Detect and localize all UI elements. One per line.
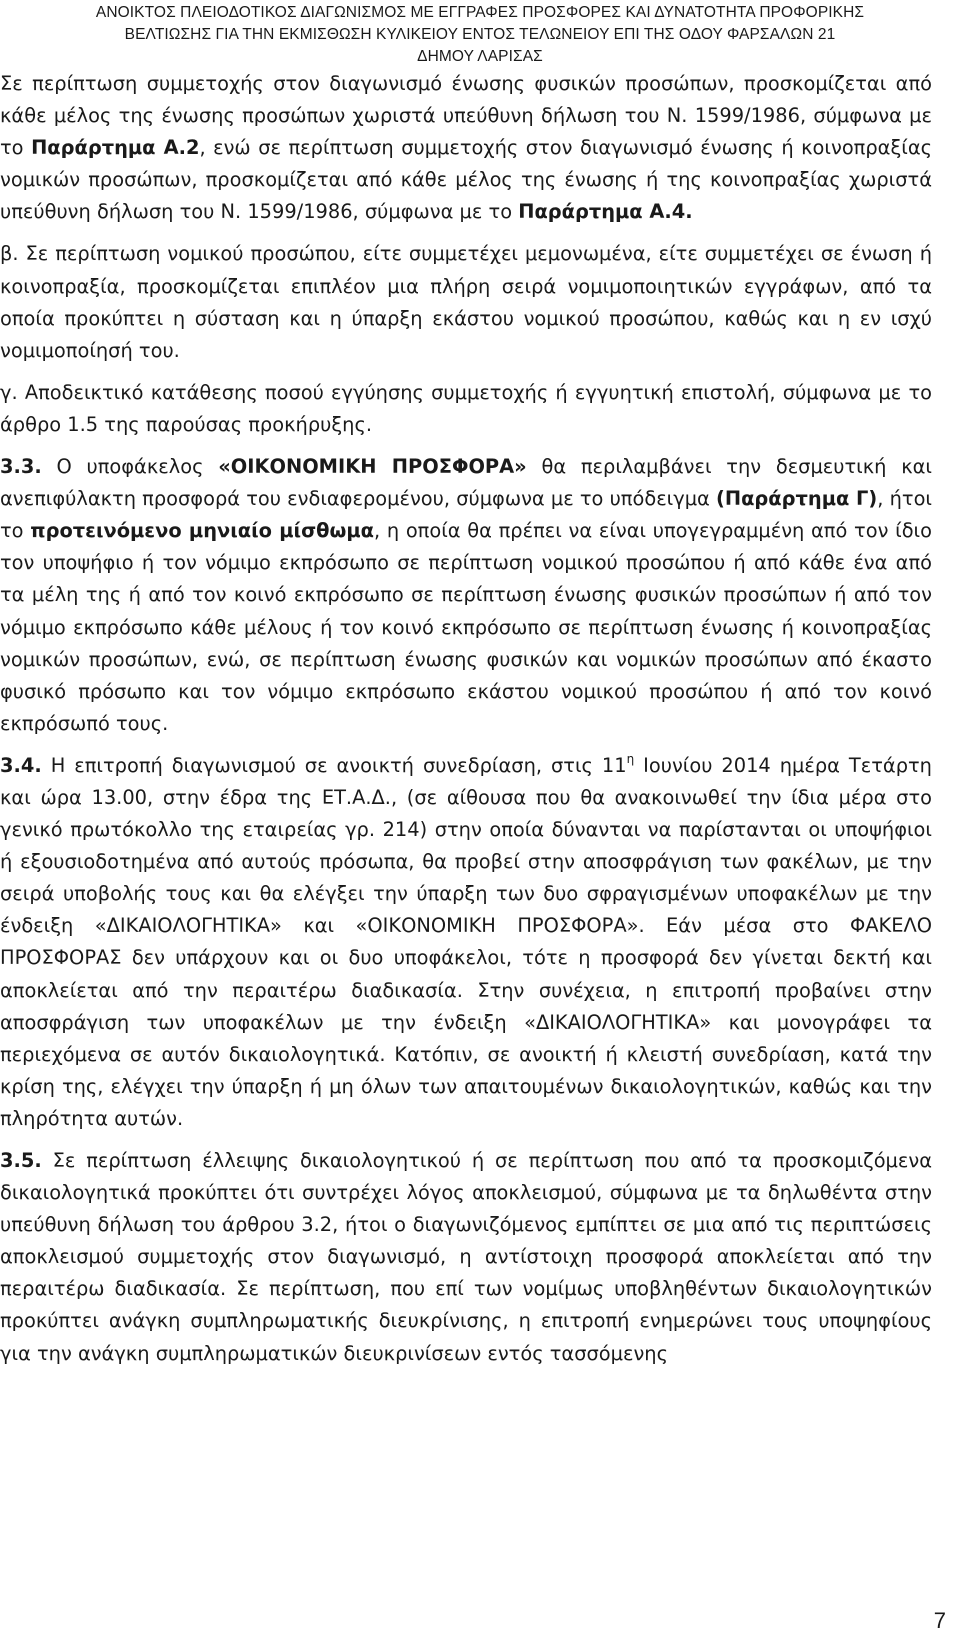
text-run: Σε περίπτωση έλλειψης δικαιολογητικού ή σε περίπτωση που από τα προσκομιζόμενα δικαιολογητικά προκύπτει ότι συντρέχει λόγος αποκλεισμού, σύμφωνα με τα δηλωθέντα στην υπεύθυνη δήλωση του άρθρου 3.2, ήτοι ο διαγωνιζόμενος εμπίπτει σε μια από τις περιπτώσεις αποκλεισμού συμμετοχής στον διαγωνισμό, η αντίστοιχη προσφορά αποκλείεται από την περαιτέρω διαδικασία. Σε περίπτωση, που επί των νομίμως υποβληθέντων δικαιολογητικών προκύπτει ανάγκη συμπληρωματικής διευκρίνισης, η επιτροπή ενημερώνει τους υποψηφίους για την ανάγκη συμπληρωματικών διευκρινίσεων εντός τασσόμενης <box>0 1149 932 1365</box>
section-number: 3.4. <box>0 753 42 777</box>
annex-a2-ref: Παράρτημα Α.2 <box>31 136 200 160</box>
paragraph-gamma-guarantee: γ. Αποδεικτικό κατάθεσης ποσού εγγύησης συμμετοχής ή εγγυητική επιστολή, σύμφωνα με το άρθρο 1.5 της παρούσας προκήρυξης. <box>0 380 932 436</box>
paragraph-section-3-5 <box>0 1145 932 1370</box>
text-run: Ιουνίου 2014 ημέρα Τετάρτη και ώρα 13.00, στην έδρα της ΕΤ.Α.Δ., (σε αίθουσα που θα ανακοινωθεί την ίδια μέρα στο γενικό πρωτόκολλο της εταιρείας γρ. 214) στην οποία δύνανται να παρίστανται οι υποψήφιοι ή εξουσιοδοτημένα από αυτούς πρόσωπα, θα προβεί στην αποσφράγιση των φακέλων, με την σειρά υποβολής τους και θα ελέγξει την ύπαρξη των δυο σφραγισμένων υποφακέλων με την ένδειξη «ΔΙΚΑΙΟΛΟΓΗΤΙΚΑ» και «ΟΙΚΟΝΟΜΙΚΗ ΠΡΟΣΦΟΡΑ». Εάν μέσα στο ΦΑΚΕΛΟ ΠΡΟΣΦΟΡΑΣ δεν υπάρχουν και οι δυο υποφάκελοι, τότε η προσφορά δεν γίνεται δεκτή και αποκλείεται από την περαιτέρω διαδικασία. Στην συνέχεια, η επιτροπή προβαίνει στην αποσφράγιση των υποφακέλων με την ένδειξη «ΔΙΚΑΙΟΛΟΓΗΤΙΚΑ» και μονογράφει τα περιεχόμενα σε αυτόν δικαιολογητικά. Κατόπιν, σε ανοικτή ή κλειστή συνεδρίαση, κατά την κρίση της, ελέγχει την ύπαρξη ή μη όλων των απαιτουμένων δικαιολογητικών, καθώς και την πληρότητα αυτών. <box>0 753 932 1130</box>
proposed-rent-term: προτεινόμενο μηνιαίο μίσθωμα <box>30 519 374 543</box>
text-run: θα περιλαμβάνει την δεσμευτική και ανεπιφύλακτη προσφορά του ενδιαφερομένου, σύμφωνα με το υπόδειγμα <box>0 455 932 511</box>
text-run: , η οποία θα πρέπει να είναι υπογεγραμμένη από τον ίδιο τον υποψήφιο ή τον νόμιμο εκπρόσωπο σε περίπτωση νομικού προσώπου ή από κάθε ένα από τα μέλη της ή από τον κοινό εκπρόσωπο σε περίπτωση ένωσης φυσικών προσώπων ή από τον νόμιμο εκπρόσωπο κάθε μέλους ή τον κοινό εκπρόσωπο σε περίπτωση ένωσης ή κοινοπραξίας νομικών προσώπων, ενώ, σε περίπτωση ένωσης φυσικών και νομικών προσώπων από έκαστο φυσικό πρόσωπο και τον νόμιμο εκπρόσωπο εκάστου νομικού προσώπου ή από τον κοινό εκπρόσωπό τους. <box>0 519 932 735</box>
text-run: , ήτοι το <box>0 487 932 543</box>
text-run: , ενώ σε περίπτωση συμμετοχής στον διαγωνισμό ένωσης ή κοινοπραξίας νομικών προσώπων, προσκομίζεται από κάθε μέλος της ένωσης ή της κοινοπραξίας χωριστά υπεύθυνη δήλωση του Ν. 1599/1986, σύμφωνα με το <box>0 136 932 224</box>
header-line-1: ΑΝΟΙΚΤΟΣ ΠΛΕΙΟΔΟΤΙΚΟΣ ΔΙΑΓΩΝΙΣΜΟΣ ΜΕ ΕΓΓΡΑΦΕΣ ΠΡΟΣΦΟΡΕΣ ΚΑΙ ΔΥΝΑΤΟΤΗΤΑ ΠΡΟΦΟΡΙΚΗΣ <box>95 4 865 21</box>
paragraph-union-declarations <box>0 68 932 228</box>
text-run: Η επιτροπή διαγωνισμού σε ανοικτή συνεδρίαση, στις 11 <box>41 753 627 777</box>
section-number: 3.3. <box>0 455 42 479</box>
text-run: Σε περίπτωση συμμετοχής στον διαγωνισμό ένωσης φυσικών προσώπων, προσκομίζεται από κάθε μέλος της ένωσης προσώπων χωριστά υπεύθυνη δήλωση του Ν. 1599/1986, σύμφωνα με το <box>0 72 932 160</box>
paragraph-section-3-3 <box>0 451 932 740</box>
paragraph-beta-legal-entity: β. Σε περίπτωση νομικού προσώπου, είτε συμμετέχει μεμονωμένα, είτε συμμετέχει σε ένωση ή κοινοπραξία, προσκομίζεται επιπλέον μια πλήρη σειρά νομιμοποιητικών εγγράφων, από τα οποία προκύπτει η σύσταση και η ύπαρξη εκάστου νομικού προσώπου, καθώς και η εν ισχύ νομιμοποίησή του. <box>0 242 932 362</box>
document-header <box>0 0 960 68</box>
header-line-2: ΒΕΛΤΙΩΣΗΣ ΓΙΑ ΤΗΝ ΕΚΜΙΣΘΩΣΗ ΚΥΛΙΚΕΙΟΥ ΕΝΤΟΣ ΤΕΛΩΝΕΙΟΥ ΕΠΙ ΤΗΣ ΟΔΟΥ ΦΑΡΣΑΛΩΝ 21 <box>124 26 836 43</box>
annex-a4-ref: Παράρτημα Α.4. <box>518 200 693 224</box>
ordinal-superscript: η <box>626 751 635 766</box>
header-line-3: ΔΗΜΟΥ ΛΑΡΙΣΑΣ <box>417 48 543 65</box>
text-run: Ο υποφάκελος <box>41 455 219 479</box>
annex-g-ref: (Παράρτημα Γ) <box>716 487 878 511</box>
page-number: 7 <box>933 1608 946 1633</box>
financial-offer-title: «ΟΙΚΟΝΟΜΙΚΗ ΠΡΟΣΦΟΡΑ» <box>218 455 527 479</box>
section-number: 3.5. <box>0 1149 42 1172</box>
paragraph-section-3-4 <box>0 750 932 1135</box>
document-body <box>0 68 932 1370</box>
